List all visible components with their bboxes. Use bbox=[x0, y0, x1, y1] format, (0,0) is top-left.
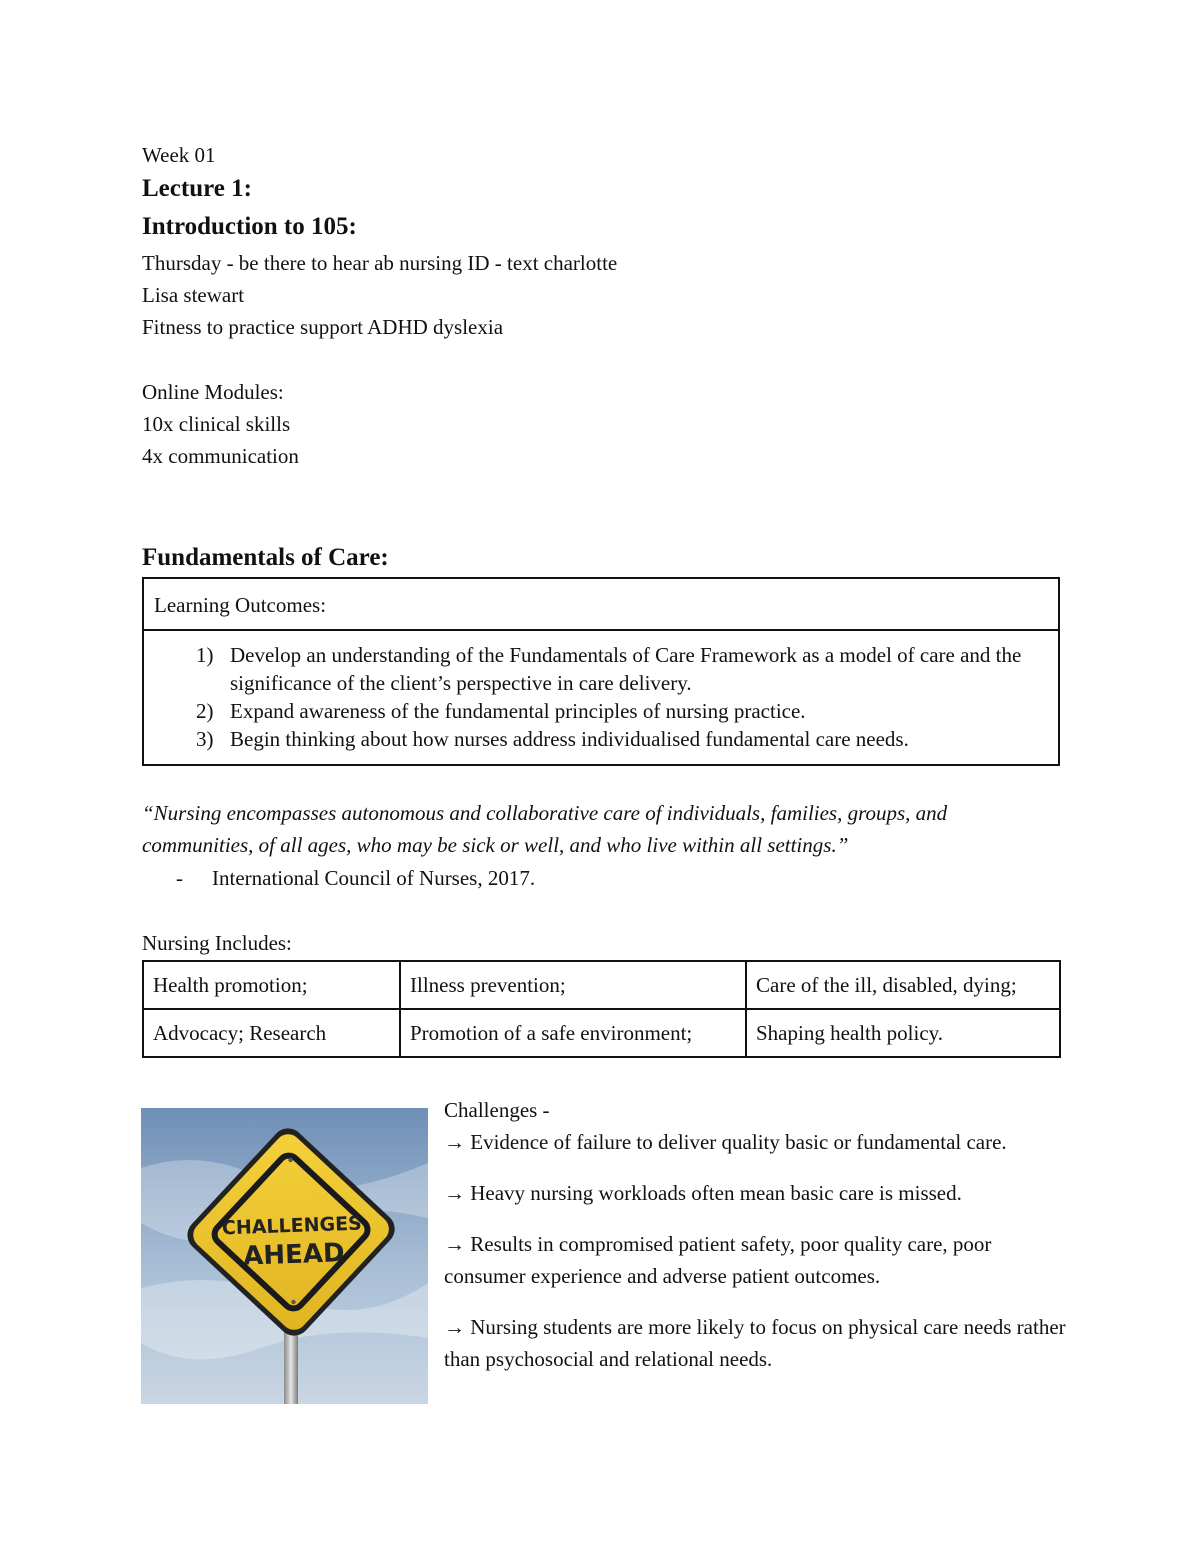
modules-title: Online Modules: bbox=[142, 380, 284, 404]
quote-source: International Council of Nurses, 2017. bbox=[212, 866, 536, 890]
table-row bbox=[143, 1009, 1060, 1057]
learning-outcomes-box bbox=[142, 577, 1060, 766]
module-item: 10x clinical skills bbox=[142, 412, 291, 436]
challenges-title: Challenges - bbox=[444, 1098, 550, 1122]
table-cell: Shaping health policy. bbox=[746, 1009, 1060, 1057]
outcome-item: 1. Develop an understanding of the Fundamentals of Care Framework as a model of care and the significance of the client’s perspective in care delivery. bbox=[224, 641, 1038, 697]
sign-text-line2: AHEAD bbox=[242, 1238, 346, 1272]
quote-line: communities, of all ages, who may be sick or well, and who live within all settings.” bbox=[142, 833, 849, 857]
intro-heading: Introduction to 105: bbox=[142, 213, 357, 240]
table-cell: Illness prevention; bbox=[400, 961, 746, 1009]
challenge-point: → Results in compromised patient safety, poor quality care, poor consumer experience and adverse patient outcomes. bbox=[444, 1232, 992, 1288]
table-cell: Care of the ill, disabled, dying; bbox=[746, 961, 1060, 1009]
quote-line: “Nursing encompasses autonomous and collaborative care of individuals, families, groups, and bbox=[142, 801, 948, 825]
road-sign-illustration bbox=[141, 1108, 428, 1404]
note-line: Fitness to practice support ADHD dyslexia bbox=[142, 315, 504, 339]
challenges-ahead-sign-image bbox=[141, 1108, 428, 1404]
table-cell: Health promotion; bbox=[143, 961, 400, 1009]
table-cell: Promotion of a safe environment; bbox=[400, 1009, 746, 1057]
outcomes-list bbox=[144, 631, 1058, 763]
table-cell: Advocacy; Research bbox=[143, 1009, 400, 1057]
outcome-item: 3. Begin thinking about how nurses address individualised fundamental care needs. bbox=[224, 725, 1038, 753]
fundamentals-heading: Fundamentals of Care: bbox=[142, 544, 389, 571]
module-item: 4x communication bbox=[142, 444, 299, 468]
challenge-point: → Nursing students are more likely to focus on physical care needs rather than psychosocial and relational needs. bbox=[444, 1315, 1066, 1371]
lecture-heading: Lecture 1: bbox=[142, 175, 252, 202]
table-row bbox=[143, 961, 1060, 1009]
nursing-includes-table bbox=[142, 960, 1061, 1058]
challenges-section bbox=[444, 1094, 1074, 1394]
challenge-point: → Evidence of failure to deliver quality basic or fundamental care. bbox=[444, 1130, 1007, 1154]
quote-dash: - bbox=[176, 866, 183, 890]
note-line: Lisa stewart bbox=[142, 283, 245, 307]
learning-outcomes-title: Learning Outcomes: bbox=[144, 579, 1058, 631]
nursing-includes-title: Nursing Includes: bbox=[142, 931, 292, 955]
sign-text-line1: CHALLENGES bbox=[221, 1212, 363, 1240]
challenge-point: → Heavy nursing workloads often mean basic care is missed. bbox=[444, 1181, 962, 1205]
note-line: Thursday - be there to hear ab nursing ID - text charlotte bbox=[142, 251, 618, 275]
outcome-item: 2. Expand awareness of the fundamental principles of nursing practice. bbox=[224, 697, 1038, 725]
week-label: Week 01 bbox=[142, 143, 216, 167]
